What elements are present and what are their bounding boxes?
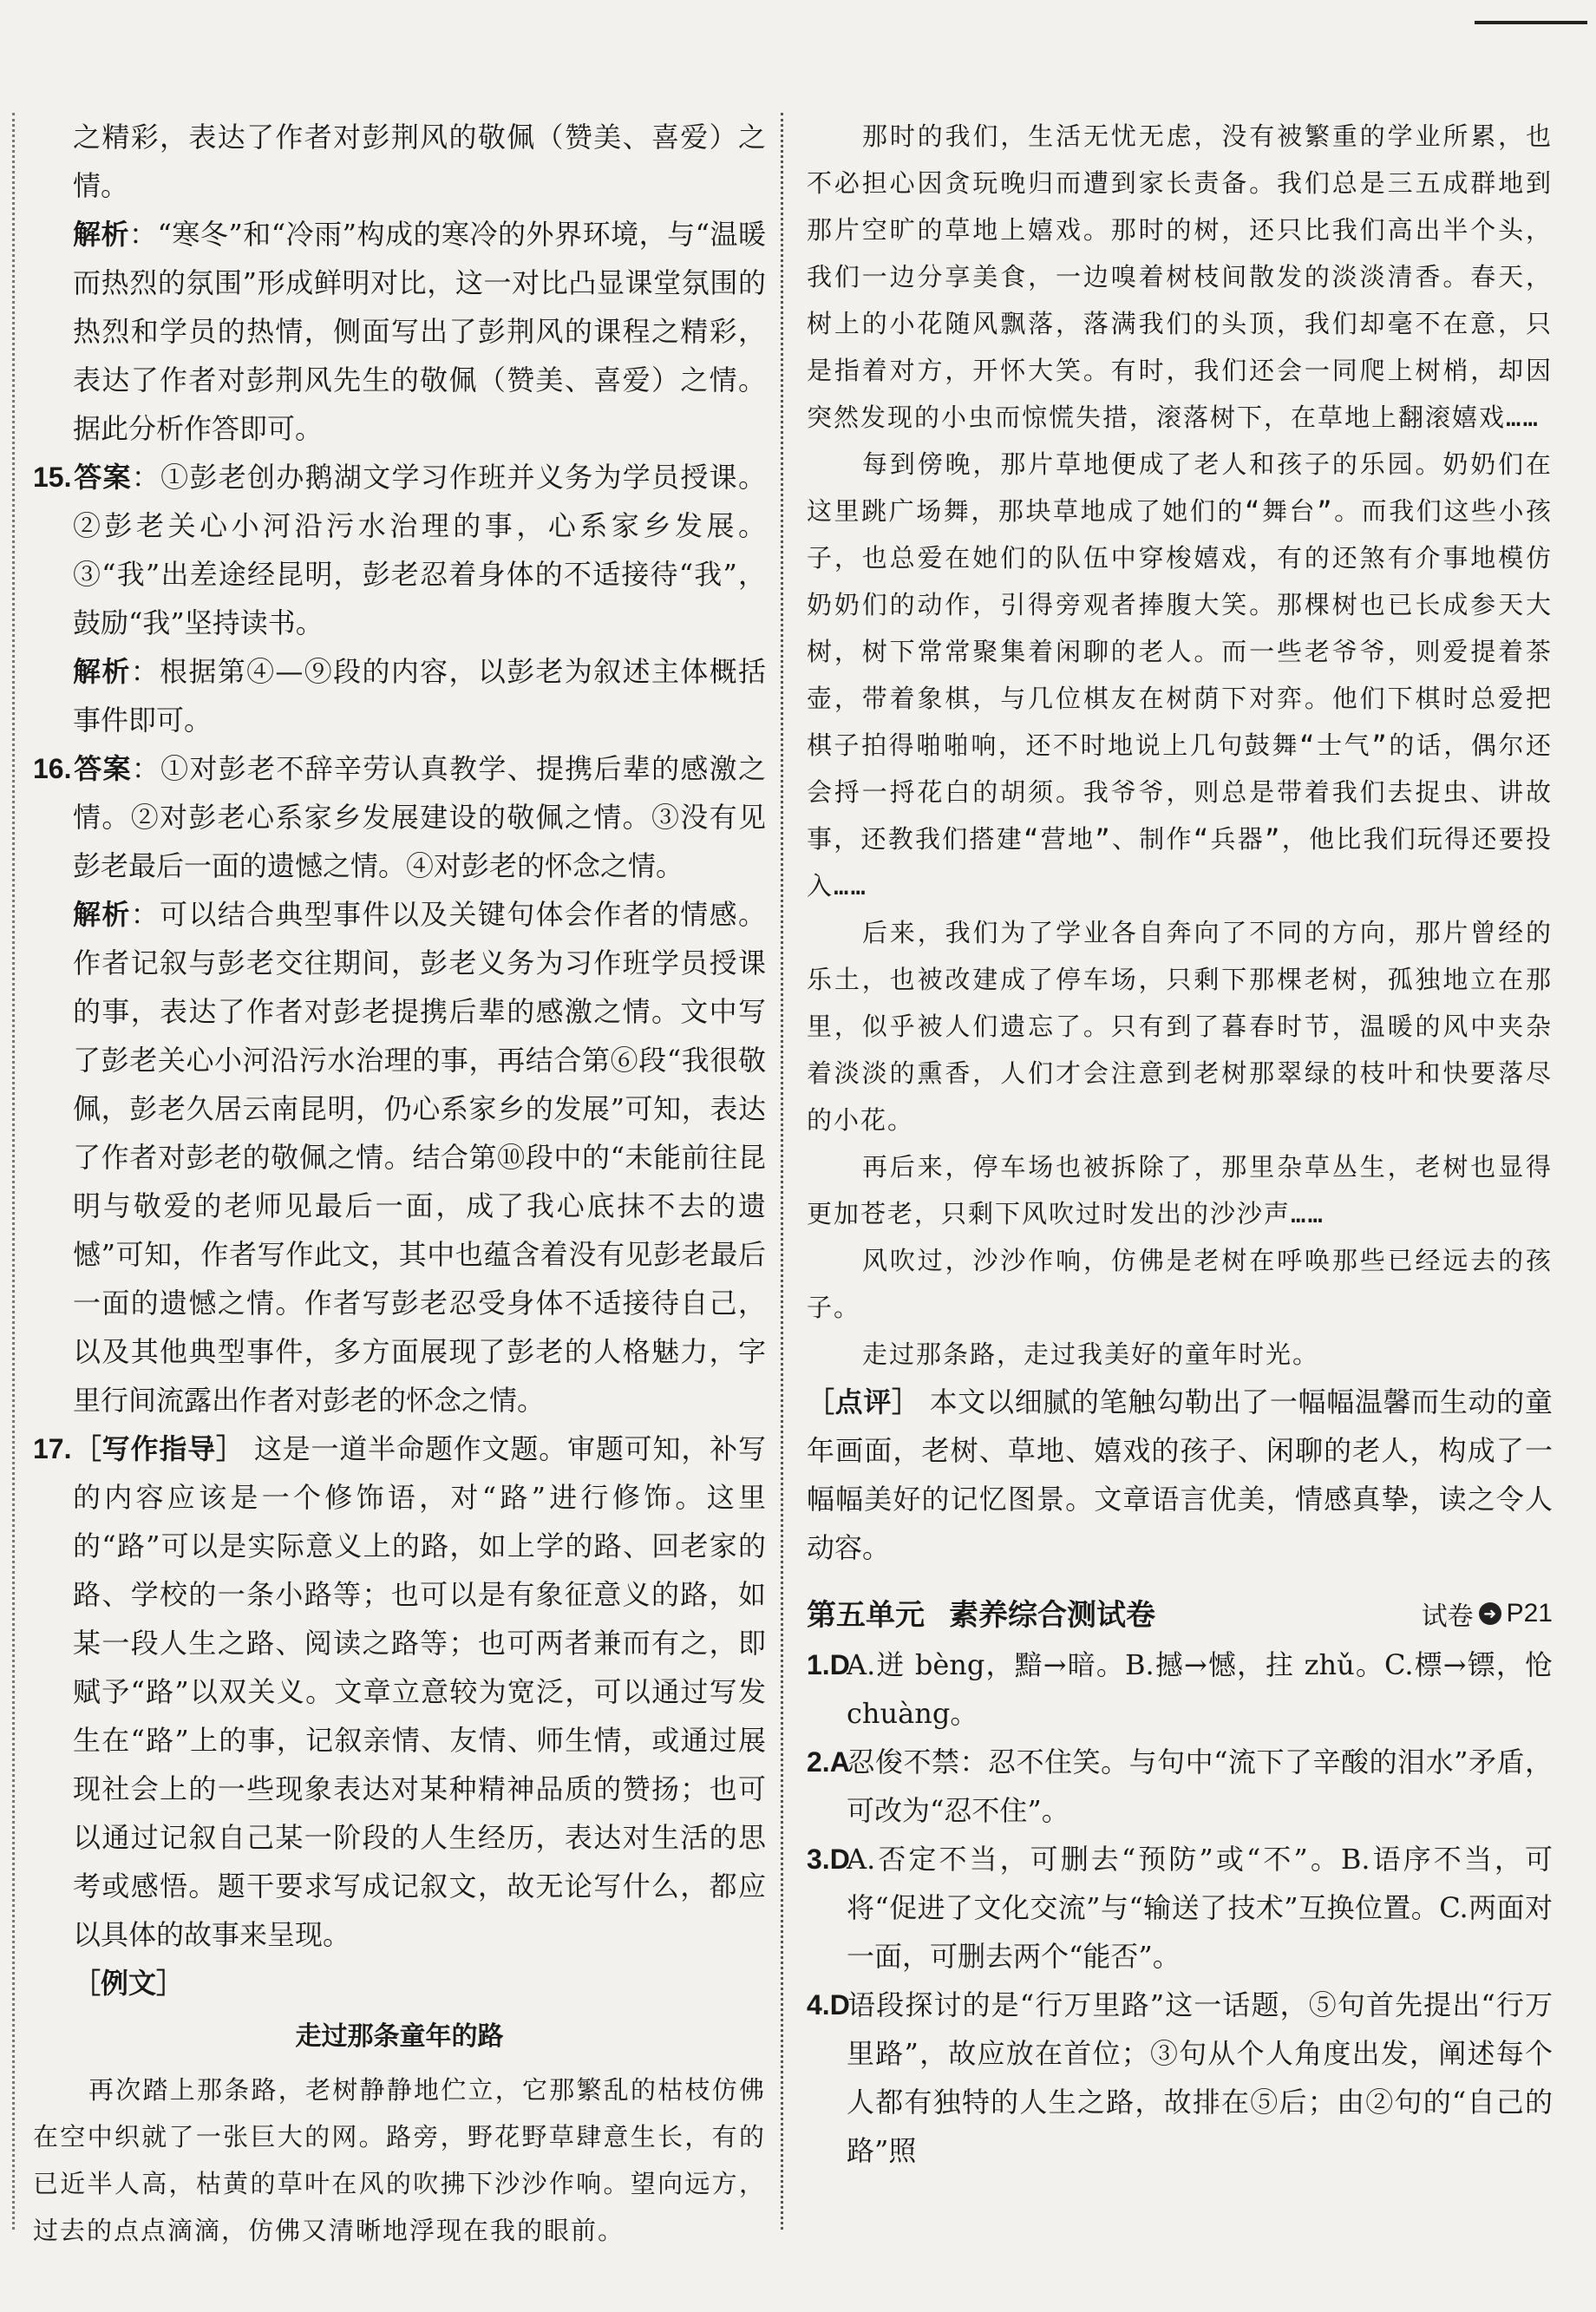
answer-4: 4.D语段探讨的是“行万里路”这一话题，⑤句首先提出“行万里路”，故应放在首位；③句从个人角度出发，阐述每个人都有独特的人生之路，故排在⑤后；由②句的“自己的路”照 [807, 1988, 1553, 2167]
analysis-16: 解析：可以结合典型事件以及关键句体会作者的情感。作者记叙与彭老交往期间，彭老义务为习作班学员授课的事，表达了作者对彭老提携后辈的感激之情。文中写了彭老关心小河沿污水治理的事，再结合第⑥段“我很敬佩，彭老久居云南昆明，仍心系家乡的发展”可知，表达了作者对彭老的敬佩之情。结合第⑩段中的“未能前往昆明与敬爱的老师见最后一面，成了我心底抹不去的遗憾”可知，作者写作此文，其中也蕴含着没有见彭老最后一面的遗憾之情。作者写彭老忍受身体不适接待自己，以及其他典型事件，多方面展现了彭老的人格魅力，字里行间流露出作者对彭老的怀念之情。 [73, 898, 766, 1417]
left-column [33, 113, 766, 2254]
essay-paragraph-2: 那时的我们，生活无忧无虑，没有被繁重的学业所累，也不必担心因贪玩晚归而遭到家长责备。我们总是三五成群地到那片空旷的草地上嬉戏。那时的树，还只比我们高出半个头，我们一边分享美食，一边嗅着树枝间散发的淡淡清香。春天，树上的小花随风飘落，落满我们的头顶，我们却毫不在意，只是指着对方，开怀大笑。有时，我们还会一同爬上树梢，却因突然发现的小虫而惊慌失措，滚落树下，在草地上翻滚嬉戏…… [807, 121, 1553, 432]
analysis-15: 解析：根据第④—⑨段的内容，以彭老为叙述主体概括事件即可。 [73, 655, 766, 737]
column-separator [781, 113, 783, 2230]
left-margin-dots [12, 113, 15, 2230]
answer-1: 1.DA.迸 bèng，黯→暗。B.撼→憾，拄 zhǔ。C.標→镖，怆 chuàng。 [807, 1648, 1553, 1730]
essay-paragraph-6: 风吹过，沙沙作响，仿佛是老树在呼唤那些已经远去的孩子。 [807, 1246, 1553, 1322]
continued-answer: 之精彩，表达了作者对彭荆风的敬佩（赞美、喜爱）之情。 [73, 121, 766, 202]
essay-paragraph-7: 走过那条路，走过我美好的童年时光。 [862, 1339, 1320, 1369]
answer-15: 15.答案：①彭老创办鹅湖文学习作班并义务为学员授课。②彭老关心小河沿污水治理的事，心系家乡发展。③“我”出差途经昆明，彭老忍着身体的不适接待“我”，鼓励“我”坚持读书。 [33, 461, 766, 639]
essay-paragraph-5: 再后来，停车场也被拆除了，那里杂草丛生，老树也显得更加苍老，只剩下风吹过时发出的沙沙声…… [807, 1152, 1553, 1228]
answer-16: 16.答案：①对彭老不辞辛劳认真教学、提携后辈的感激之情。②对彭老心系家乡发展建设的敬佩之情。③没有见彭老最后一面的遗憾之情。④对彭老的怀念之情。 [33, 752, 766, 882]
section-header [807, 1591, 1553, 1634]
answer-2: 2.A忍俊不禁：忍不住笑。与句中“流下了辛酸的泪水”矛盾，可改为“忍不住”。 [807, 1745, 1553, 1827]
essay-paragraph-4: 后来，我们为了学业各自奔向了不同的方向，那片曾经的乐土，也被改建成了停车场，只剩下那棵老树，孤独地立在那里，似乎被人们遗忘了。只有到了暮春时节，温暖的风中夹杂着淡淡的熏香，人们才会注意到老树那翠绿的枝叶和快要落尽的小花。 [807, 918, 1553, 1135]
top-rule [1475, 21, 1587, 24]
section-title: 第五单元 素养综合测试卷 [807, 1599, 1155, 1632]
essay-title: 走过那条童年的路 [295, 2022, 504, 2051]
essay-paragraph-3: 每到傍晚，那片草地便成了老人和孩子的乐园。奶奶们在这里跳广场舞，那块草地成了她们的“舞台”。而我们这些小孩子，也总爱在她们的队伍中穿梭嬉戏，有的还煞有介事地模仿奶奶们的动作，引得旁观者捧腹大笑。那棵树也已长成参天大树，树下常常聚集着闲聊的老人。而一些老爷爷，则爱提着茶壶，带着象棋，与几位棋友在树荫下对弈。他们下棋时总爱把棋子拍得啪啪响，还不时地说上几句鼓舞“士气”的话，偶尔还会捋一捋花白的胡须。我爷爷，则总是带着我们去捉虫、讲故事，还教我们搭建“营地”、制作“兵器”，他比我们玩得还要投入…… [807, 449, 1553, 901]
right-column [807, 113, 1553, 2175]
comment: ［点评］ 本文以细腻的笔触勾勒出了一幅幅温馨而生动的童年画面，老树、草地、嬉戏的孩子、闲聊的老人，构成了一幅幅美好的记忆图景。文章语言优美，情感真挚，读之令人动容。 [807, 1385, 1553, 1564]
answer-3: 3.DA.否定不当，可删去“预防”或“不”。B.语序不当，可将“促进了文化交流”与“输送了技术”互换位置。C.两面对一面，可删去两个“能否”。 [807, 1843, 1553, 1973]
example-label: ［例文］ [73, 1968, 185, 1999]
essay-paragraph-1: 再次踏上那条路，老树静静地伫立，它那繁乱的枯枝仿佛在空中织就了一张巨大的网。路旁，野花野草肆意生长，有的已近半人高，枯黄的草叶在风的吹拂下沙沙作响。望向远方，过去的点点滴滴，仿佛又清晰地浮现在我的眼前。 [33, 2075, 766, 2245]
arrow-right-icon: ➜ [1479, 1602, 1501, 1625]
writing-guide-17: 17.［写作指导］ 这是一道半命题作文题。审题可知，补写的内容应该是一个修饰语，对“路”进行修饰。这里的“路”可以是实际意义上的路，如上学的路、回老家的路、学校的一条小路等；也可以是有象征意义的路，如某一段人生之路、阅读之路等；也可两者兼而有之，即赋予“路”以双关义。文章立意较为宽泛，可以通过写发生在“路”上的事，记叙亲情、友情、师生情，或通过展现社会上的一些现象表达对某种精神品质的赞扬；也可以通过记叙自己某一阶段的人生经历，表达对生活的思考或感悟。题干要求写成记叙文，故无论写什么，都应以具体的故事来呈现。 [33, 1432, 766, 1951]
analysis-14: 解析：“寒冬”和“冷雨”构成的寒冷的外界环境，与“温暖而热烈的氛围”形成鲜明对比，这一对比凸显课堂氛围的热烈和学员的热情，侧面写出了彭荆风的课程之精彩，表达了作者对彭荆风先生的敬佩（赞美、喜爱）之情。据此分析作答即可。 [73, 218, 766, 445]
paper-reference: 试卷 ➜ P21 [1421, 1599, 1553, 1631]
